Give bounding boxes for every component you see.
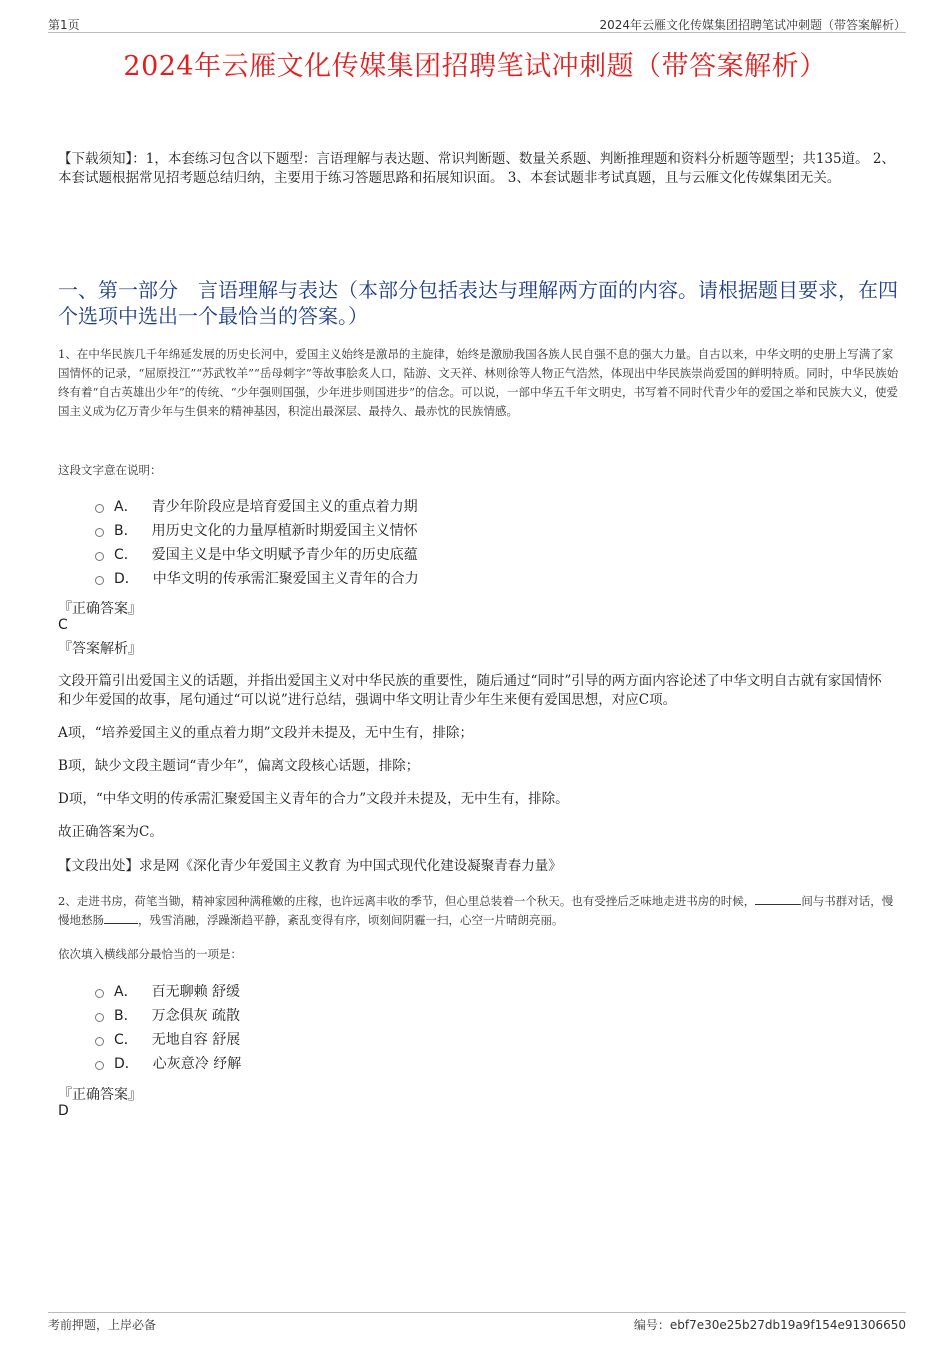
option-d[interactable]: D． 中华文明的传承需汇聚爱国主义青年的合力: [95, 566, 419, 590]
option-d[interactable]: D． 心灰意冷 纾解: [95, 1051, 241, 1075]
source-citation: 【文段出处】求是网《深化青少年爱国主义教育 为中国式现代化建设凝聚青春力量》: [58, 858, 562, 874]
radio-icon[interactable]: [95, 528, 104, 537]
download-notice: 【下载须知】：1，本套练习包含以下题型：言语理解与表达题、常识判断题、数量关系题、判断推理题和资料分析题等题型；共135道。 2、本套试题根据常见招考题总结归纳，主要用于练习答题思路和拓展知识面。 3、本套试题非考试真题，且与云雁文化传媒集团无关。: [58, 151, 895, 186]
question-1-text: 1、在中华民族几千年绵延发展的历史长河中，爱国主义始终是激昂的主旋律，始终是激励我国各族人民自强不息的强大力量。自古以来，中华文明的史册上写满了家国情怀的记录，“屈原投江”“苏武牧羊”“岳母刺字”等故事脍炙人口，陆游、文天祥、林则徐等人物正气浩然，体现出中华民族崇尚爱国的鲜明特质。同时，中华民族始终有着“自古英雄出少年”的传统、“少年强则国强，少年进步则国进步”的信念。可以说，一部中华五千年文明史，书写着不同时代青少年的爱国之举和民族大义，使爱国主义成为亿万青少年与生俱来的精神基因，积淀出最深层、最持久、最赤忱的民族情感。: [58, 347, 899, 418]
question-2-prompt: 依次填入横线部分最恰当的一项是：: [58, 947, 242, 961]
radio-icon[interactable]: [95, 552, 104, 561]
analysis-label: 『答案解析』: [58, 641, 142, 657]
analysis-paragraph: B项，缺少文段主题词“青少年”，偏离文段核心话题，排除；: [58, 758, 420, 774]
question-1-prompt: 这段文字意在说明：: [58, 463, 162, 477]
answer-value: C: [58, 617, 68, 633]
question-1-options: [95, 494, 419, 590]
header-doc-title: 2024年云雁文化传媒集团招聘笔试冲刺题（带答案解析）: [599, 18, 906, 32]
radio-icon[interactable]: [95, 576, 104, 585]
radio-icon[interactable]: [95, 504, 104, 513]
page-header: [48, 14, 906, 33]
answer-value: D: [58, 1103, 69, 1119]
option-a[interactable]: A． 青少年阶段应是培育爱国主义的重点着力期: [95, 494, 419, 518]
radio-icon[interactable]: [95, 1061, 104, 1070]
analysis-paragraph: 文段开篇引出爱国主义的话题，并指出爱国主义对中华民族的重要性，随后通过“同时”引导的两方面内容论述了中华文明自古就有家国情怀和少年爱国的故事，尾句通过“可以说”进行总结，强调中华文明让青少年生来便有爱国思想，对应C项。: [58, 673, 882, 708]
option-c[interactable]: C． 无地自容 舒展: [95, 1027, 241, 1051]
option-c[interactable]: C． 爱国主义是中华文明赋予青少年的历史底蕴: [95, 542, 419, 566]
footer-slogan: 考前押题，上岸必备: [48, 1318, 157, 1332]
option-b[interactable]: B． 用历史文化的力量厚植新时期爱国主义情怀: [95, 518, 419, 542]
section-heading: 一、第一部分 言语理解与表达（本部分包括表达与理解两方面的内容。请根据题目要求，在四个选项中选出一个最恰当的答案。）: [58, 278, 898, 328]
analysis-paragraph: 故正确答案为C。: [58, 824, 163, 840]
option-a[interactable]: A． 百无聊赖 舒缓: [95, 979, 241, 1003]
option-b[interactable]: B． 万念俱灰 疏散: [95, 1003, 241, 1027]
blank-2: [104, 911, 138, 924]
question-2-options: [95, 979, 241, 1075]
analysis-paragraph: A项，“培养爱国主义的重点着力期”文段并未提及，无中生有，排除；: [58, 725, 474, 741]
radio-icon[interactable]: [95, 1013, 104, 1022]
analysis-paragraph: D项，“中华文明的传承需汇聚爱国主义青年的合力”文段并未提及，无中生有，排除。: [58, 791, 569, 807]
question-2-text: 2、走进书房，荷笔当锄，精神家园种满稚嫩的庄稼，也许远离丰收的季节，但心里总装着一个秋天。也有受挫后乏味地走进书房的时候， 间与书群对话，慢慢地愁肠 ，残雪消融，浮躁渐趋平静，紊乱变得有序，顷刻间阴霾一扫，心空一片晴朗亮丽。: [58, 894, 894, 927]
page-footer: [48, 1312, 906, 1333]
footer-code: 编号：ebf7e30e25b27db19a9f154e91306650: [633, 1318, 906, 1332]
blank-1: [755, 892, 801, 905]
answer-label: 『正确答案』: [58, 601, 142, 617]
page-number: 第1页: [48, 18, 80, 32]
answer-label: 『正确答案』: [58, 1087, 142, 1103]
radio-icon[interactable]: [95, 989, 104, 998]
document-title: 2024年云雁文化传媒集团招聘笔试冲刺题（带答案解析）: [123, 51, 827, 82]
radio-icon[interactable]: [95, 1037, 104, 1046]
